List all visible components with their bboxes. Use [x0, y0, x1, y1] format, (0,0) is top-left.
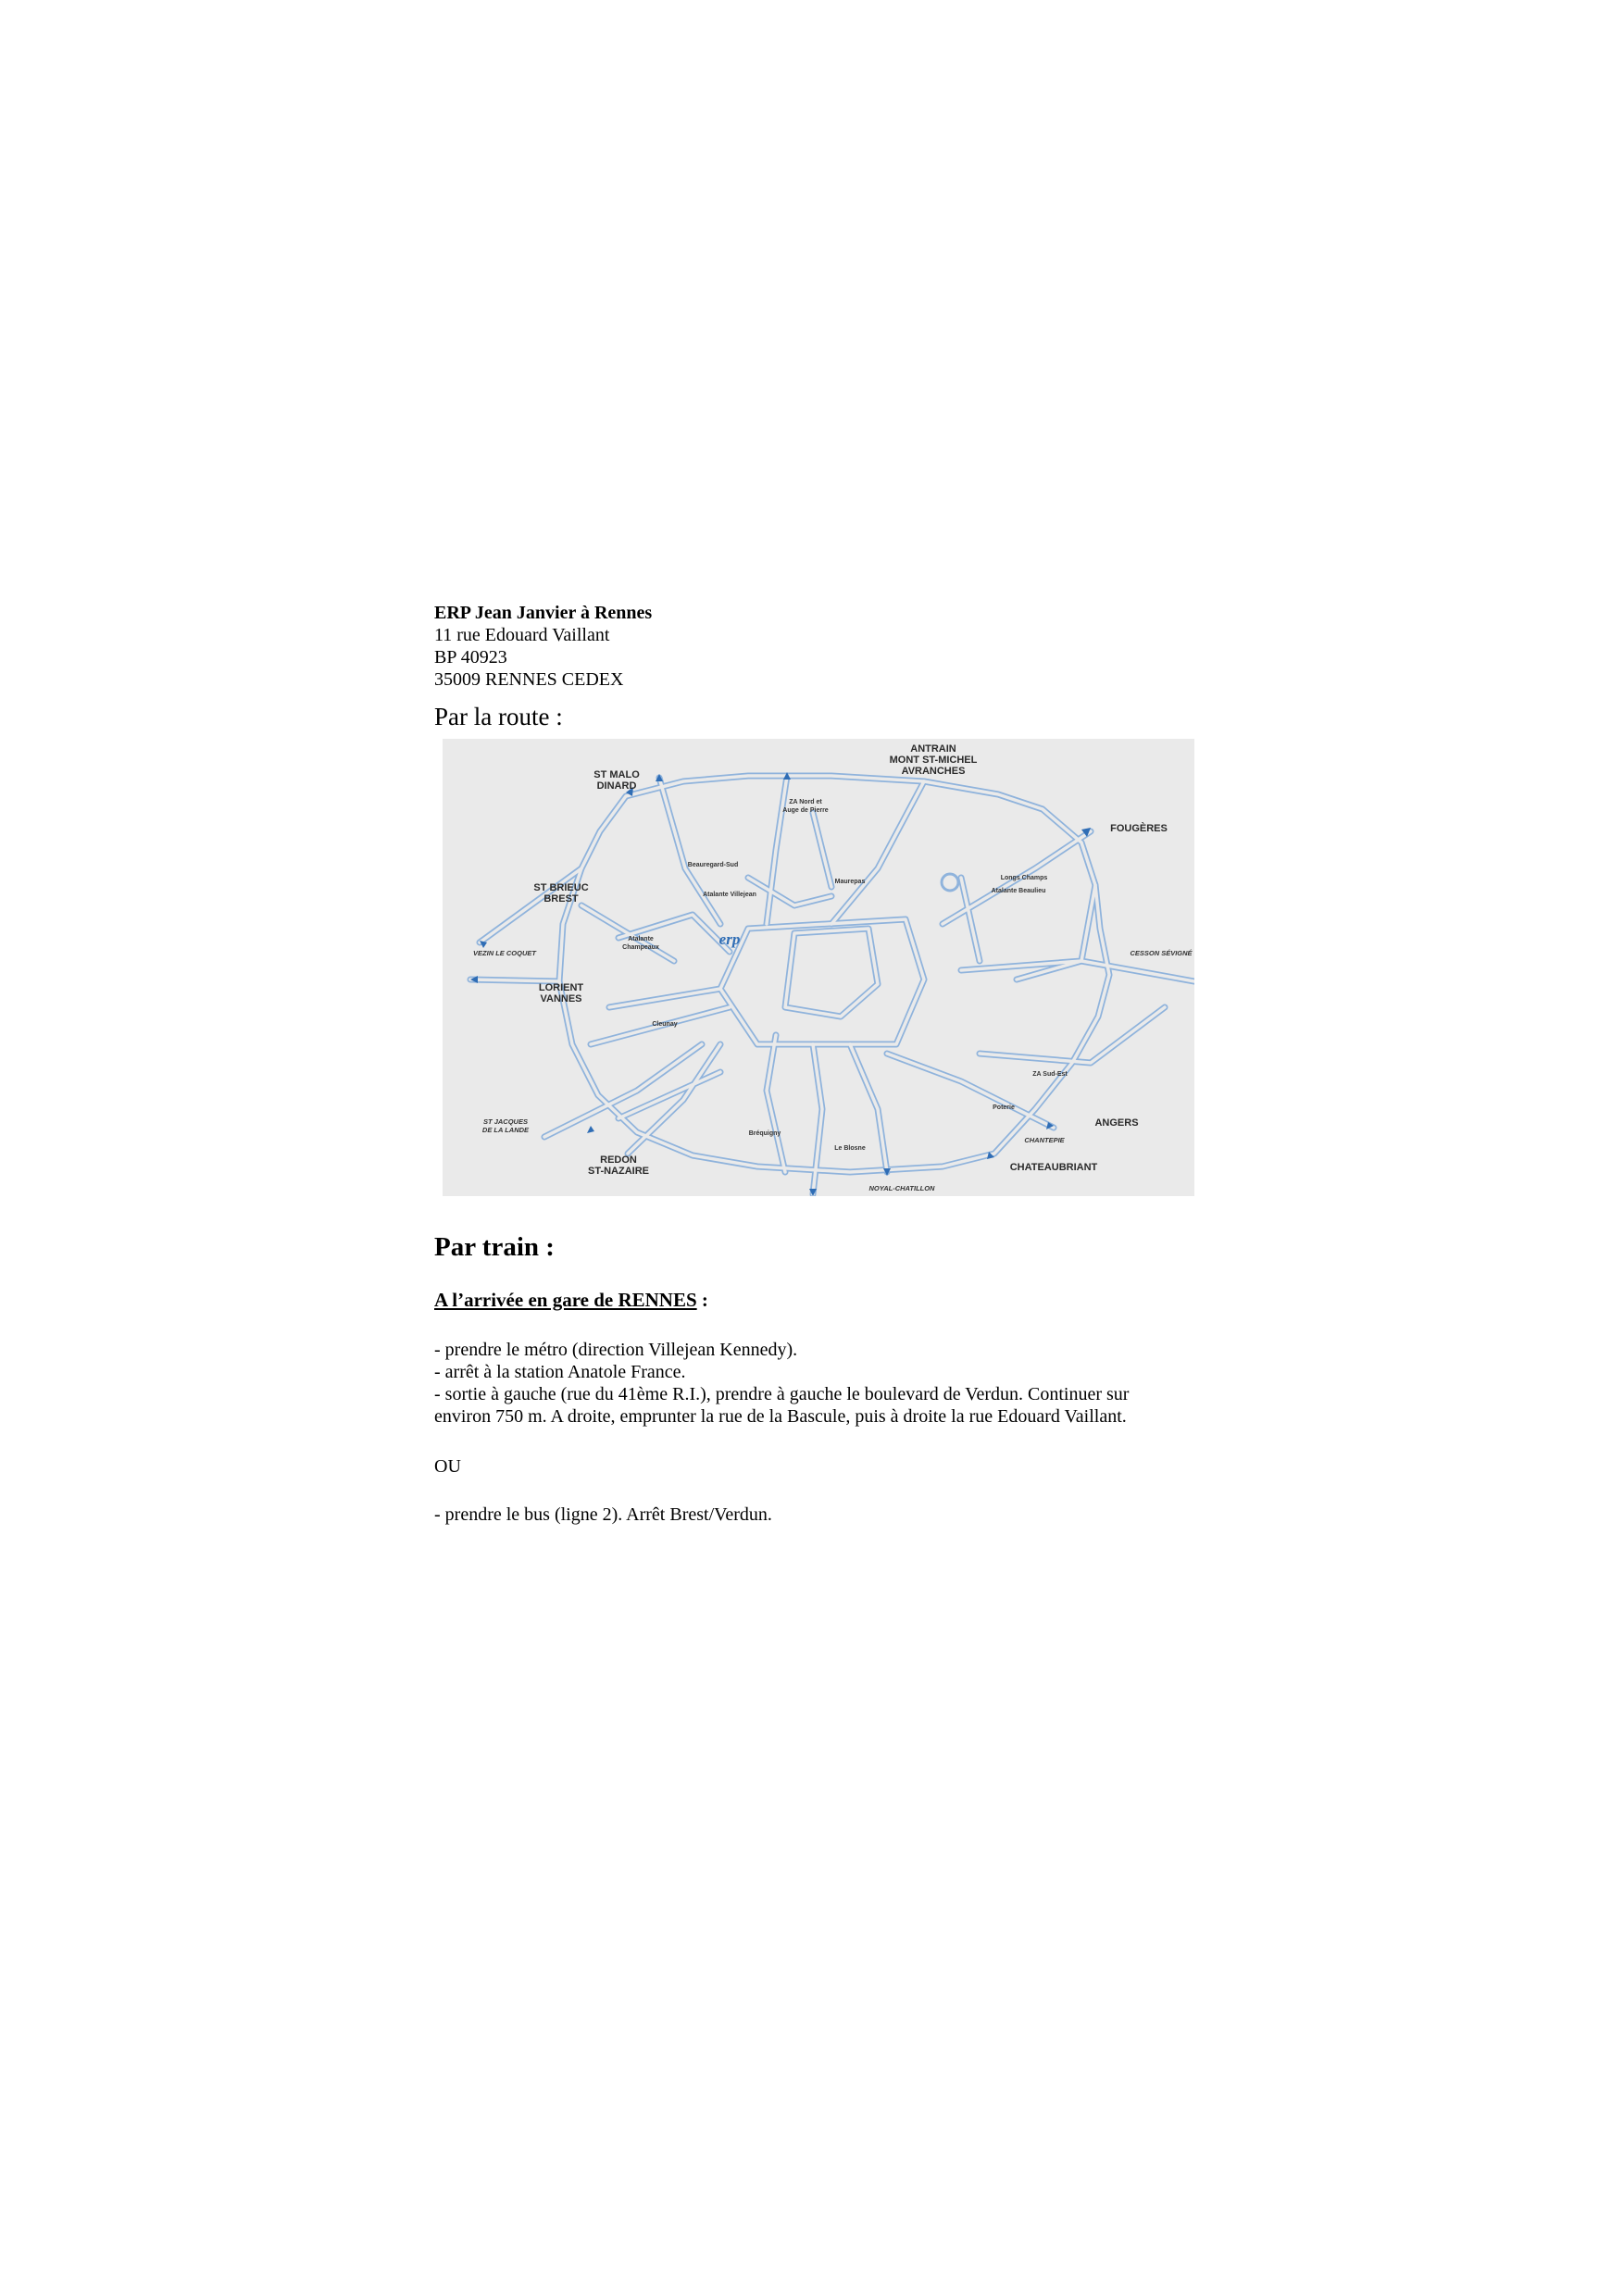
route-heading: Par la route : — [434, 703, 563, 730]
dest-chateaubriant: CHATEAUBRIANT — [1009, 1162, 1098, 1173]
town-chantepie: CHANTEPIE — [1024, 1136, 1065, 1144]
dest-antrain: ANTRAIN — [910, 743, 956, 755]
step-station: - arrêt à la station Anatole France. — [434, 1362, 686, 1382]
dest-vannes: VANNES — [540, 993, 582, 1004]
district-atalante-beaulieu: Atalante Beaulieu — [991, 888, 1046, 894]
town-vezin: VEZIN LE COQUET — [473, 949, 536, 957]
dest-st-malo: ST MALO — [593, 769, 640, 780]
dest-st-nazaire: ST-NAZAIRE — [588, 1166, 649, 1177]
dest-redon: REDON — [600, 1154, 637, 1166]
city-line: 35009 RENNES CEDEX — [434, 669, 624, 690]
district-poterie: Poterie — [993, 1104, 1015, 1111]
company-name: ERP Jean Janvier à Rennes — [434, 603, 653, 623]
postal-box: BP 40923 — [434, 647, 507, 668]
district-auge-pierre: Auge de Pierre — [782, 807, 829, 814]
erp-logo: erp — [718, 930, 741, 948]
dest-brest: BREST — [543, 893, 579, 905]
bus-step: - prendre le bus (ligne 2). Arrêt Brest/Verdun. — [434, 1504, 772, 1525]
district-beauregard: Beauregard-Sud — [687, 862, 739, 868]
town-de-la-lande: DE LA LANDE — [481, 1126, 530, 1134]
town-st-jacques: ST JACQUES — [483, 1117, 528, 1126]
district-za-nord: ZA Nord et — [789, 799, 822, 805]
address-block — [434, 602, 652, 691]
dest-angers: ANGERS — [1094, 1117, 1139, 1129]
dest-dinard: DINARD — [596, 780, 637, 792]
arrival-title: A l’arrivée en gare de RENNES — [434, 1289, 697, 1311]
district-brequigny: Bréquigny — [748, 1130, 781, 1137]
dest-mont-st-michel: MONT ST-MICHEL — [889, 755, 978, 766]
rennes-road-map — [443, 739, 1194, 1196]
arrival-colon: : — [696, 1289, 708, 1311]
dest-st-brieuc: ST BRIEUC — [533, 882, 589, 893]
step-metro: - prendre le métro (direction Villejean Kennedy). — [434, 1340, 798, 1360]
step-walk: - sortie à gauche (rue du 41ème R.I.), prendre à gauche le boulevard de Verdun. Continuer sur environ 750 m. A droite, emprunter la rue de la Bascule, puis à droite la rue Edouard Vaillant. — [434, 1384, 1130, 1427]
dest-lorient: LORIENT — [538, 982, 584, 993]
arrow-redon-icon — [587, 1126, 594, 1133]
district-atalante-villejean: Atalante Villejean — [703, 892, 756, 898]
metro-steps — [434, 1339, 1184, 1428]
district-le-blosne: Le Blosne — [834, 1145, 866, 1152]
dest-fougeres: FOUGÈRES — [1110, 823, 1168, 834]
district-longs-champs: Longs Champs — [1000, 875, 1048, 881]
or-separator: OU — [434, 1456, 461, 1477]
town-cesson: CESSON SÉVIGNÉ — [1130, 949, 1193, 957]
district-cleunay: Cleunay — [652, 1021, 678, 1028]
street-address: 11 rue Edouard Vaillant — [434, 625, 610, 645]
district-champeaux: Champeaux — [622, 944, 659, 951]
district-za-sud-est: ZA Sud-Est — [1032, 1071, 1068, 1078]
district-maurepas: Maurepas — [834, 879, 866, 885]
arrival-subheading — [434, 1288, 708, 1312]
road-map-graphic — [443, 739, 1194, 1196]
dest-avranches: AVRANCHES — [901, 766, 966, 777]
district-atalante-champeaux: Atalante — [628, 936, 654, 942]
town-noyal: NOYAL-CHATILLON — [868, 1184, 935, 1192]
train-heading: Par train : — [434, 1232, 555, 1262]
